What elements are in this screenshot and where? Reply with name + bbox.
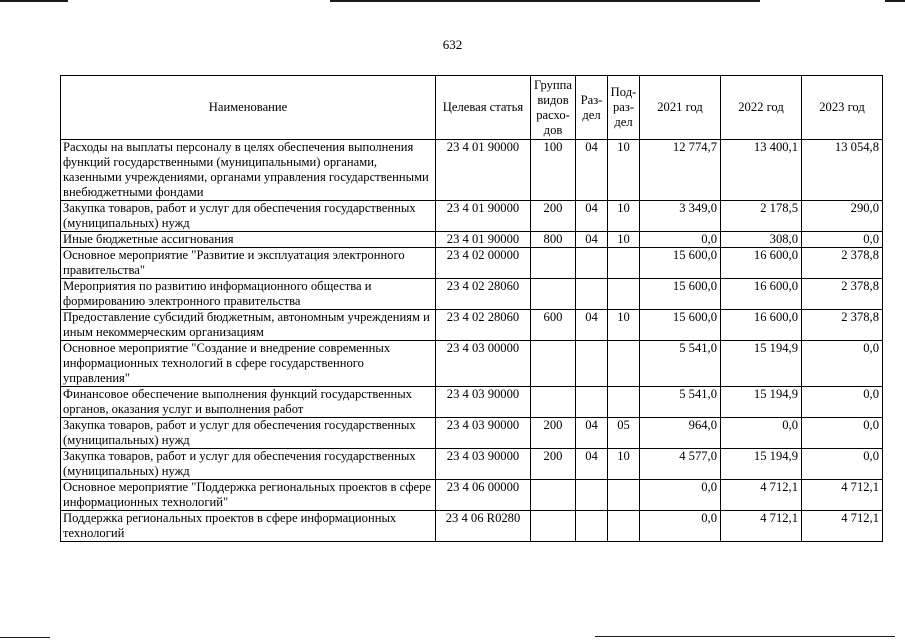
header-expense-group: Группа видов расхо-дов [531,76,576,140]
table-row [61,232,883,248]
cell-2023: 0,0 [802,232,883,248]
cell-2022: 16 600,0 [721,248,802,279]
cell-2022: 16 600,0 [721,310,802,341]
cell-group: 100 [531,140,576,201]
cell-2021: 15 600,0 [640,248,721,279]
cell-subsection [608,279,640,310]
cell-subsection [608,511,640,542]
cell-target: 23 4 02 00000 [436,248,531,279]
cell-2022: 308,0 [721,232,802,248]
cell-name: Основное мероприятие "Развитие и эксплуатация электронного правительства" [61,248,436,279]
cell-group [531,480,576,511]
cell-2022: 15 194,9 [721,387,802,418]
cell-name: Предоставление субсидий бюджетным, автономным учреждениям и иным некоммерческим организациям [61,310,436,341]
cell-2021: 5 541,0 [640,387,721,418]
cell-subsection [608,341,640,387]
cell-group [531,341,576,387]
cell-subsection: 10 [608,449,640,480]
cell-section: 04 [576,310,608,341]
cell-2023: 290,0 [802,201,883,232]
cell-2021: 3 349,0 [640,201,721,232]
cell-2023: 13 054,8 [802,140,883,201]
cell-2021: 0,0 [640,232,721,248]
cell-group [531,511,576,542]
cell-2021: 0,0 [640,480,721,511]
cell-group: 600 [531,310,576,341]
budget-table [60,75,883,542]
cell-name: Закупка товаров, работ и услуг для обеспечения государственных (муниципальных) нужд [61,201,436,232]
cell-section: 04 [576,140,608,201]
cell-2021: 5 541,0 [640,341,721,387]
cell-target: 23 4 03 90000 [436,418,531,449]
cell-group: 200 [531,449,576,480]
cell-target: 23 4 03 90000 [436,387,531,418]
cell-subsection [608,248,640,279]
cell-subsection: 10 [608,140,640,201]
cell-section [576,387,608,418]
cell-target: 23 4 02 28060 [436,310,531,341]
cell-group: 200 [531,418,576,449]
cell-2022: 15 194,9 [721,449,802,480]
cell-section: 04 [576,449,608,480]
cell-target: 23 4 01 90000 [436,201,531,232]
table-row [61,480,883,511]
cell-subsection: 10 [608,310,640,341]
cell-2021: 15 600,0 [640,279,721,310]
cell-target: 23 4 01 90000 [436,140,531,201]
table-row [61,418,883,449]
cell-section [576,279,608,310]
cell-group [531,248,576,279]
table-row [61,511,883,542]
cell-group [531,279,576,310]
cell-section: 04 [576,418,608,449]
table-header-row [61,76,883,140]
header-2021: 2021 год [640,76,721,140]
cell-target: 23 4 06 R0280 [436,511,531,542]
table-row [61,248,883,279]
header-subsection: Под-раз-дел [608,76,640,140]
cell-2022: 0,0 [721,418,802,449]
scan-line-bottom-right [595,636,895,637]
cell-group: 200 [531,201,576,232]
cell-2023: 0,0 [802,387,883,418]
cell-name: Закупка товаров, работ и услуг для обеспечения государственных (муниципальных) нужд [61,418,436,449]
cell-2021: 12 774,7 [640,140,721,201]
cell-section [576,248,608,279]
cell-2021: 964,0 [640,418,721,449]
cell-name: Мероприятия по развитию информационного общества и формированию электронного правительства [61,279,436,310]
cell-name: Поддержка региональных проектов в сфере информационных технологий [61,511,436,542]
cell-2022: 13 400,1 [721,140,802,201]
cell-2023: 2 378,8 [802,248,883,279]
cell-2023: 4 712,1 [802,511,883,542]
cell-subsection [608,480,640,511]
cell-subsection: 10 [608,232,640,248]
scan-line-top-center [330,0,760,2]
cell-2021: 4 577,0 [640,449,721,480]
cell-2022: 2 178,5 [721,201,802,232]
cell-2021: 0,0 [640,511,721,542]
cell-section [576,480,608,511]
cell-2023: 2 378,8 [802,279,883,310]
cell-2023: 4 712,1 [802,480,883,511]
table-row [61,310,883,341]
cell-group [531,387,576,418]
cell-name: Основное мероприятие "Поддержка региональных проектов в сфере информационных технологий" [61,480,436,511]
cell-2022: 4 712,1 [721,480,802,511]
header-2023: 2023 год [802,76,883,140]
cell-section [576,341,608,387]
cell-2023: 0,0 [802,341,883,387]
cell-2023: 0,0 [802,449,883,480]
cell-2023: 2 378,8 [802,310,883,341]
cell-section [576,511,608,542]
scan-line-top-right [885,0,905,2]
cell-subsection: 10 [608,201,640,232]
cell-group: 800 [531,232,576,248]
cell-subsection: 05 [608,418,640,449]
header-section: Раз-дел [576,76,608,140]
scan-line-top-left [0,0,68,2]
cell-subsection [608,387,640,418]
cell-name: Иные бюджетные ассигнования [61,232,436,248]
cell-2021: 15 600,0 [640,310,721,341]
table-row [61,341,883,387]
table-row [61,279,883,310]
table-row [61,140,883,201]
cell-name: Расходы на выплаты персоналу в целях обеспечения выполнения функций государственными (муниципальными) органами, казенными учреждениями, органами управления государственными внебюджетными фондами [61,140,436,201]
cell-target: 23 4 06 00000 [436,480,531,511]
cell-2022: 16 600,0 [721,279,802,310]
scan-line-bottom-left [0,637,50,638]
cell-name: Закупка товаров, работ и услуг для обеспечения государственных (муниципальных) нужд [61,449,436,480]
header-name: Наименование [61,76,436,140]
cell-target: 23 4 03 90000 [436,449,531,480]
cell-target: 23 4 03 00000 [436,341,531,387]
cell-target: 23 4 02 28060 [436,279,531,310]
cell-2023: 0,0 [802,418,883,449]
header-2022: 2022 год [721,76,802,140]
cell-2022: 4 712,1 [721,511,802,542]
cell-section: 04 [576,201,608,232]
table-row [61,449,883,480]
header-target: Целевая статья [436,76,531,140]
cell-name: Финансовое обеспечение выполнения функций государственных органов, оказания услуг и выполнения работ [61,387,436,418]
cell-section: 04 [576,232,608,248]
cell-target: 23 4 01 90000 [436,232,531,248]
cell-name: Основное мероприятие "Создание и внедрение современных информационных технологий в сфере государственного управления" [61,341,436,387]
cell-2022: 15 194,9 [721,341,802,387]
page-number: 632 [442,37,463,52]
table-row [61,387,883,418]
table-row [61,201,883,232]
